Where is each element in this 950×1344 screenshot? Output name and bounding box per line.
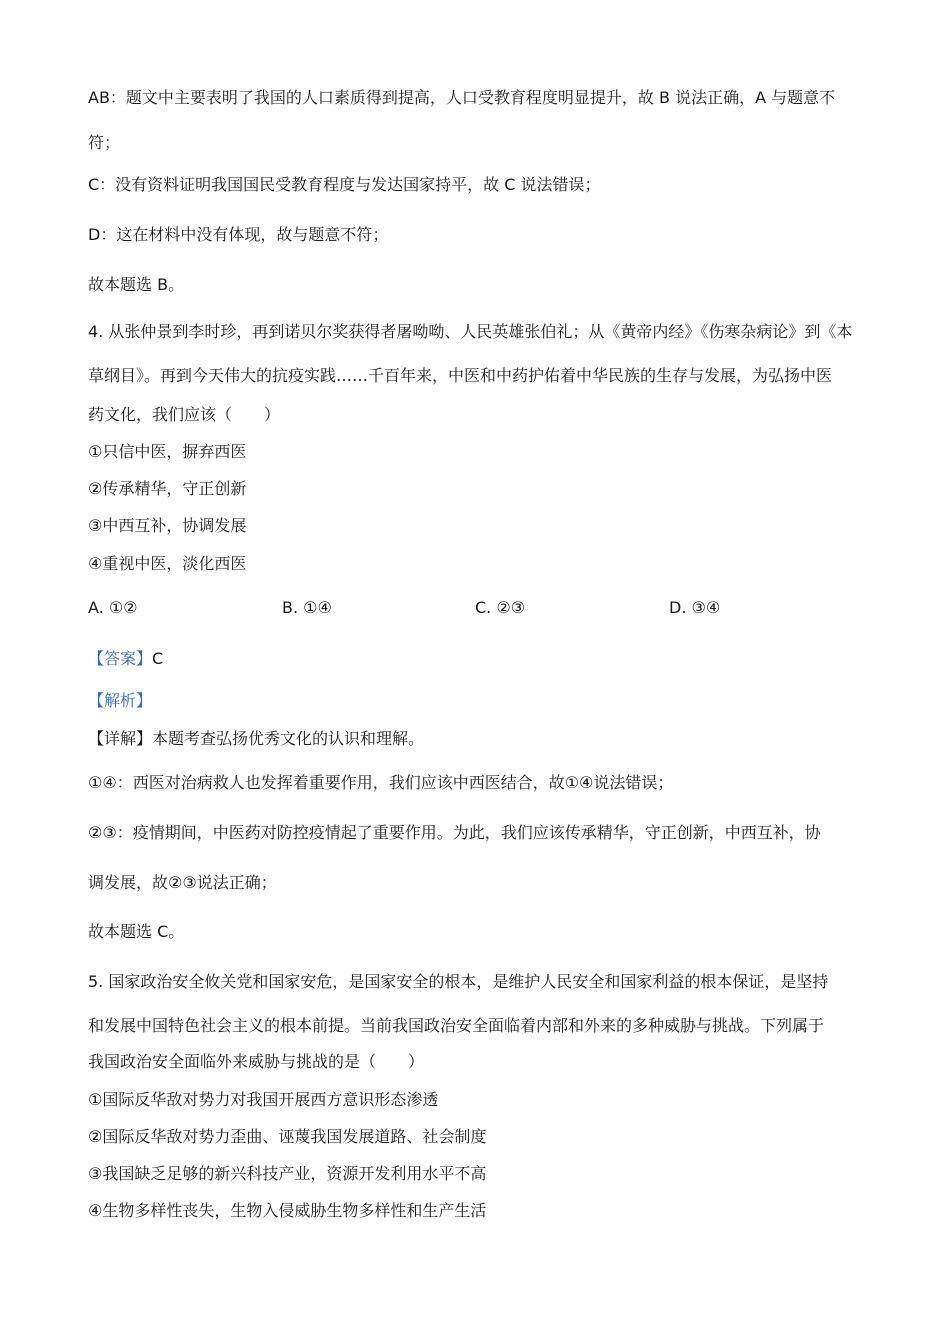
q4-detail-line3: ②③：疫情期间，中医药对防控疫情起了重要作用。为此，我们应该传承精华，守正创新，中西互补，协 (88, 823, 821, 842)
prev-analysis-d: D：这在材料中没有体现，故与题意不符； (88, 225, 389, 244)
prev-conclusion: 故本题选 B。 (88, 275, 185, 294)
q4-stem-line2: 草纲目》。再到今天伟大的抗疫实践……千百年来，中医和中药护佑着中华民族的生存与发展，为弘扬中医 (88, 366, 833, 385)
q4-item-2: ②传承精华，守正创新 (88, 479, 247, 498)
q4-answer (88, 649, 163, 669)
q4-detail-line4: 调发展，故②③说法正确； (88, 873, 277, 892)
q4-item-3: ③中西互补，协调发展 (88, 516, 247, 535)
q5-stem-line3: 我国政治安全面临外来威胁与挑战的是（ ） (88, 1052, 425, 1071)
q4-detail-line5: 故本题选 C。 (88, 922, 185, 941)
q5-stem-line1: 5. 国家政治安全攸关党和国家安危，是国家安全的根本，是维护人民安全和国家利益的根本保证，是坚持 (88, 972, 829, 991)
prev-analysis-ab-line2: 符； (88, 133, 121, 152)
answer-value: C (152, 649, 164, 668)
q4-detail-line1: 【详解】本题考查弘扬优秀文化的认识和理解。 (88, 729, 425, 748)
q4-stem-line3: 药文化，我们应该（ ） (88, 405, 281, 424)
answer-tag: 【答案】 (88, 649, 153, 668)
q4-choice-c: C. ②③ (475, 598, 526, 617)
q4-choice-a: A. ①② (88, 598, 138, 617)
q4-choice-d: D. ③④ (669, 598, 721, 617)
q5-item-1: ①国际反华敌对势力对我国开展西方意识形态渗透 (88, 1090, 439, 1109)
q5-item-3: ③我国缺乏足够的新兴科技产业，资源开发利用水平不高 (88, 1164, 487, 1183)
q4-analysis-tag: 【解析】 (88, 691, 153, 710)
q4-detail-line2: ①④：西医对治病救人也发挥着重要作用，我们应该中西医结合，故①④说法错误； (88, 773, 674, 792)
q4-item-1: ①只信中医，摒弃西医 (88, 442, 247, 461)
q5-stem-line2: 和发展中国特色社会主义的根本前提。当前我国政治安全面临着内部和外来的多种威胁与挑战。下列属于 (88, 1016, 825, 1035)
q4-item-4: ④重视中医，淡化西医 (88, 554, 247, 573)
prev-analysis-c: C：没有资料证明我国国民受教育程度与发达国家持平，故 C 说法错误； (88, 175, 601, 194)
q5-item-2: ②国际反华敌对势力歪曲、诬蔑我国发展道路、社会制度 (88, 1127, 487, 1146)
q4-choice-b: B. ①④ (282, 598, 332, 617)
prev-analysis-ab-line1: AB：题文中主要表明了我国的人口素质得到提高，人口受教育程度明显提升，故 B 说法正确，A 与题意不 (88, 88, 836, 107)
q4-stem-line1: 4. 从张仲景到李时珍，再到诺贝尔奖获得者屠呦呦、人民英雄张伯礼；从《黄帝内经》《伤寒杂病论》到《本 (88, 322, 853, 341)
q5-item-4: ④生物多样性丧失，生物入侵威胁生物多样性和生产生活 (88, 1201, 487, 1220)
